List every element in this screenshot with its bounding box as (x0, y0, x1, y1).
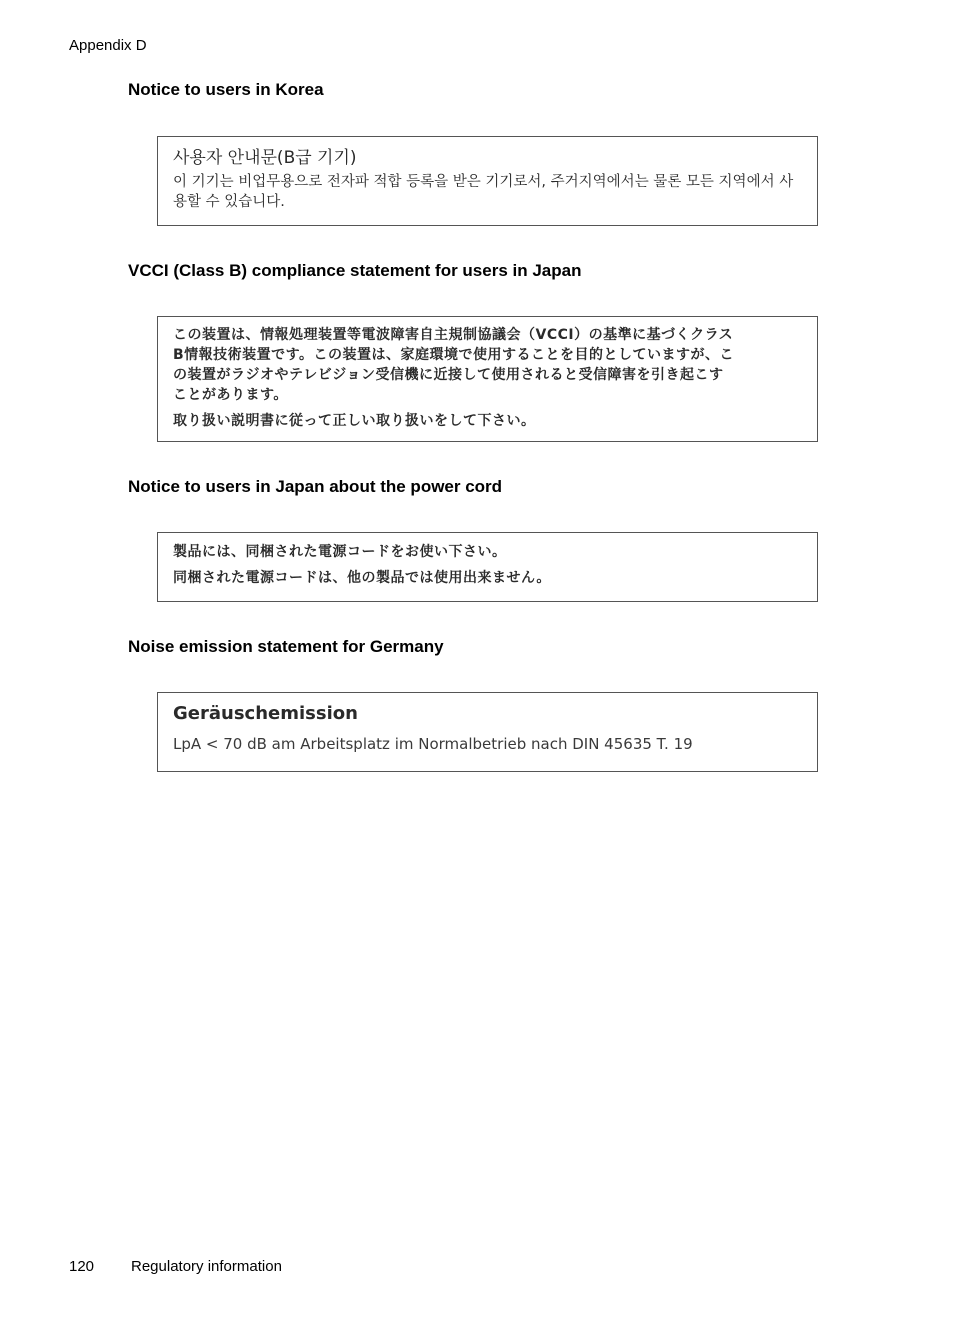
heading-power-cord-notice: Notice to users in Japan about the power cord (128, 477, 503, 496)
vcci-line: この装置は、情報処理装置等電波障害自主規制協議会（VCCI）の基準に基づくクラス (173, 327, 734, 343)
running-head: Appendix D (69, 37, 147, 54)
power-cord-line: 同梱された電源コードは、他の製品では使用出来ません。 (173, 570, 551, 586)
korea-notice-title: 사용자 안내문(B급 기기) (173, 148, 357, 168)
heading-korea-notice: Notice to users in Korea (128, 80, 324, 99)
heading-noise-emission: Noise emission statement for Germany (128, 637, 444, 656)
vcci-line: B情報技術装置です。この装置は、家庭環境で使用することを目的としていますが、こ (173, 347, 735, 363)
power-cord-line: 製品には、同梱された電源コードをお使い下さい。 (173, 544, 507, 560)
korea-notice-box (157, 136, 818, 226)
noise-emission-title: Geräuschemission (173, 703, 358, 724)
noise-emission-body: LpA < 70 dB am Arbeitsplatz im Normalbetrieb nach DIN 45635 T. 19 (173, 735, 693, 753)
power-cord-notice-box (157, 532, 818, 602)
vcci-line: ことがあります。 (173, 387, 288, 403)
heading-vcci-statement: VCCI (Class B) compliance statement for users in Japan (128, 261, 582, 280)
vcci-notice-box (157, 316, 818, 442)
vcci-line: 取り扱い説明書に従って正しい取り扱いをして下さい。 (173, 413, 536, 429)
noise-emission-box (157, 692, 818, 772)
page-number: 120 (69, 1258, 95, 1275)
footer-section-title: Regulatory information (131, 1258, 282, 1275)
korea-notice-body: 이 기기는 비업무용으로 전자파 적합 등록을 받은 기기로서, 주거지역에서는 물론 모든 지역에서 사용할 수 있습니다. (173, 174, 794, 210)
vcci-line: の装置がラジオやテレビジョン受信機に近接して使用されると受信障害を引き起こす (173, 367, 724, 383)
